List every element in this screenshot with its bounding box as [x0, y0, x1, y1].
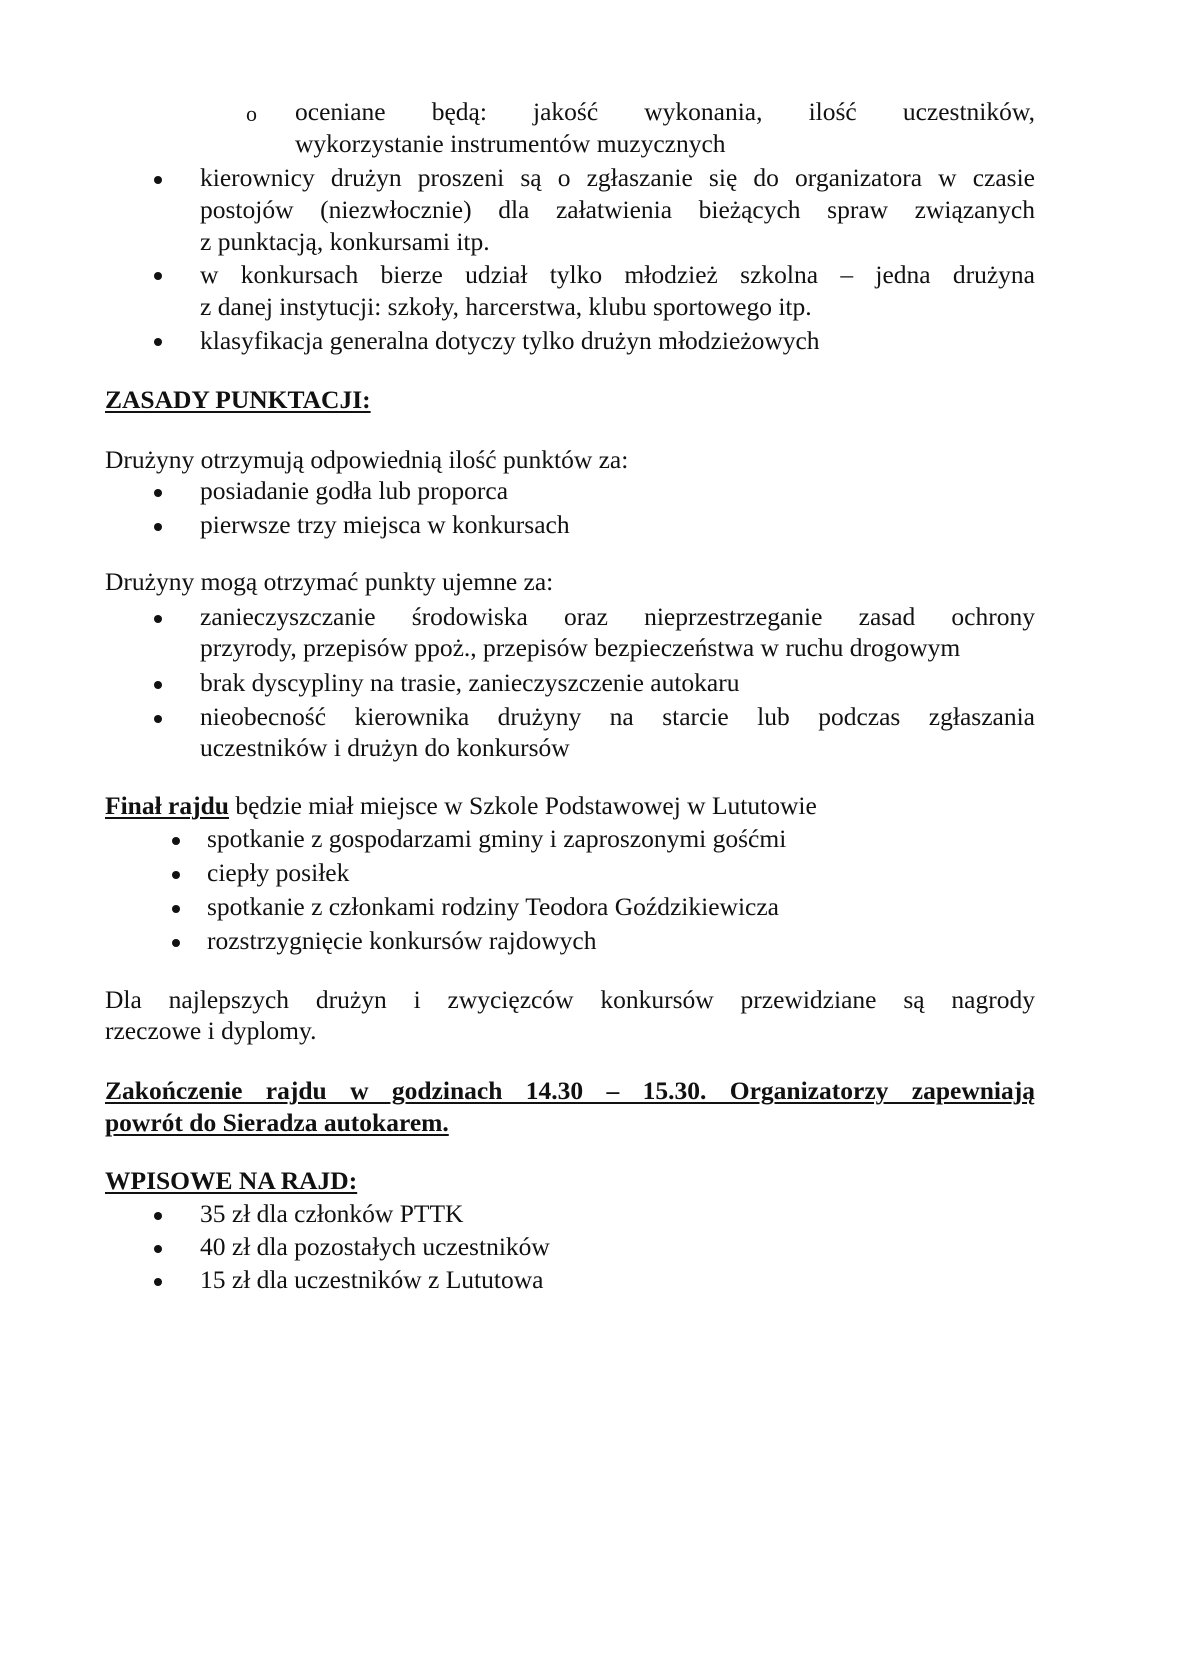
- bullet-icon: [154, 176, 162, 184]
- negative-intro: Drużyny mogą otrzymać punkty ujemne za:: [105, 567, 554, 596]
- prizes-line-1: Dla najlepszych drużyn i zwycięzców konkursów przewidziane są nagrody: [105, 985, 1035, 1014]
- bullet-icon: [172, 837, 180, 845]
- negative-item-2: brak dyscypliny na trasie, zanieczyszczenie autokaru: [200, 668, 740, 697]
- bullet-icon: [154, 1278, 162, 1286]
- bullet-2-line-2: z danej instytucji: szkoły, harcerstwa, klubu sportowego itp.: [200, 292, 812, 321]
- finale-item-3: spotkanie z członkami rodziny Teodora Goździkiewicza: [207, 892, 779, 921]
- finale-lead-rest: będzie miał miejsce w Szkole Podstawowej w Lututowie: [228, 791, 817, 820]
- closing-line-1: Zakończenie rajdu w godzinach 14.30 – 15.30. Organizatorzy zapewniają: [105, 1076, 1035, 1105]
- bullet-icon: [154, 272, 162, 280]
- bullet-1-line-2: postojów (niezwłocznie) dla załatwienia bieżących spraw związanych: [200, 195, 1035, 224]
- circle-bullet-icon: o: [246, 101, 257, 126]
- positive-intro: Drużyny otrzymują odpowiednią ilość punktów za:: [105, 445, 629, 474]
- sub-item-line-1: oceniane będą: jakość wykonania, ilość uczestników,: [295, 97, 1035, 126]
- finale-intro: [105, 790, 1035, 822]
- bullet-icon: [172, 905, 180, 913]
- negative-item-1-line-1: zanieczyszczanie środowiska oraz nieprzestrzeganie zasad ochrony: [200, 602, 1035, 631]
- scoring-heading-wrap: [105, 384, 1035, 416]
- negative-item-3-line-1: nieobecność kierownika drużyny na starcie lub podczas zgłaszania: [200, 702, 1035, 731]
- bullet-icon: [154, 1212, 162, 1220]
- finale-item-1: spotkanie z gospodarzami gminy i zaproszonymi gośćmi: [207, 824, 787, 853]
- closing-line-2: powrót do Sieradza autokarem.: [105, 1108, 449, 1137]
- bullet-icon: [172, 871, 180, 879]
- fee-heading-wrap: [105, 1165, 1035, 1197]
- closing-line-2-wrap: [105, 1107, 1035, 1139]
- finale-item-2: ciepły posiłek: [207, 858, 350, 887]
- negative-item-3-line-2: uczestników i drużyn do konkursów: [200, 733, 570, 762]
- bullet-icon: [172, 939, 180, 947]
- fee-item-2: 40 zł dla pozostałych uczestników: [200, 1232, 550, 1261]
- bullet-1-line-3: z punktacją, konkursami itp.: [200, 227, 490, 256]
- positive-item-2: pierwsze trzy miejsca w konkursach: [200, 510, 570, 539]
- bullet-2-line-1: w konkursach bierze udział tylko młodzież szkolna – jedna drużyna: [200, 260, 1035, 289]
- bullet-icon: [154, 523, 162, 531]
- bullet-1-line-1: kierownicy drużyn proszeni są o zgłaszanie się do organizatora w czasie: [200, 163, 1035, 192]
- bullet-3-line-1: klasyfikacja generalna dotyczy tylko drużyn młodzieżowych: [200, 326, 820, 355]
- scoring-heading: ZASADY PUNKTACJI:: [105, 385, 371, 414]
- negative-item-1-line-2: przyrody, przepisów ppoż., przepisów bezpieczeństwa w ruchu drogowym: [200, 633, 961, 662]
- finale-item-4: rozstrzygnięcie konkursów rajdowych: [207, 926, 597, 955]
- positive-item-1: posiadanie godła lub proporca: [200, 476, 509, 505]
- bullet-icon: [154, 715, 162, 723]
- fee-item-1: 35 zł dla członków PTTK: [200, 1199, 464, 1228]
- sub-item-line-2: wykorzystanie instrumentów muzycznych: [295, 129, 726, 158]
- bullet-icon: [154, 681, 162, 689]
- bullet-icon: [154, 1245, 162, 1253]
- fee-heading: WPISOWE NA RAJD:: [105, 1166, 358, 1195]
- bullet-icon: [154, 615, 162, 623]
- finale-lead-bold: Finał rajdu: [105, 791, 229, 820]
- bullet-icon: [154, 489, 162, 497]
- prizes-line-2: rzeczowe i dyplomy.: [105, 1016, 317, 1045]
- fee-item-3: 15 zł dla uczestników z Lututowa: [200, 1265, 544, 1294]
- bullet-icon: [154, 338, 162, 346]
